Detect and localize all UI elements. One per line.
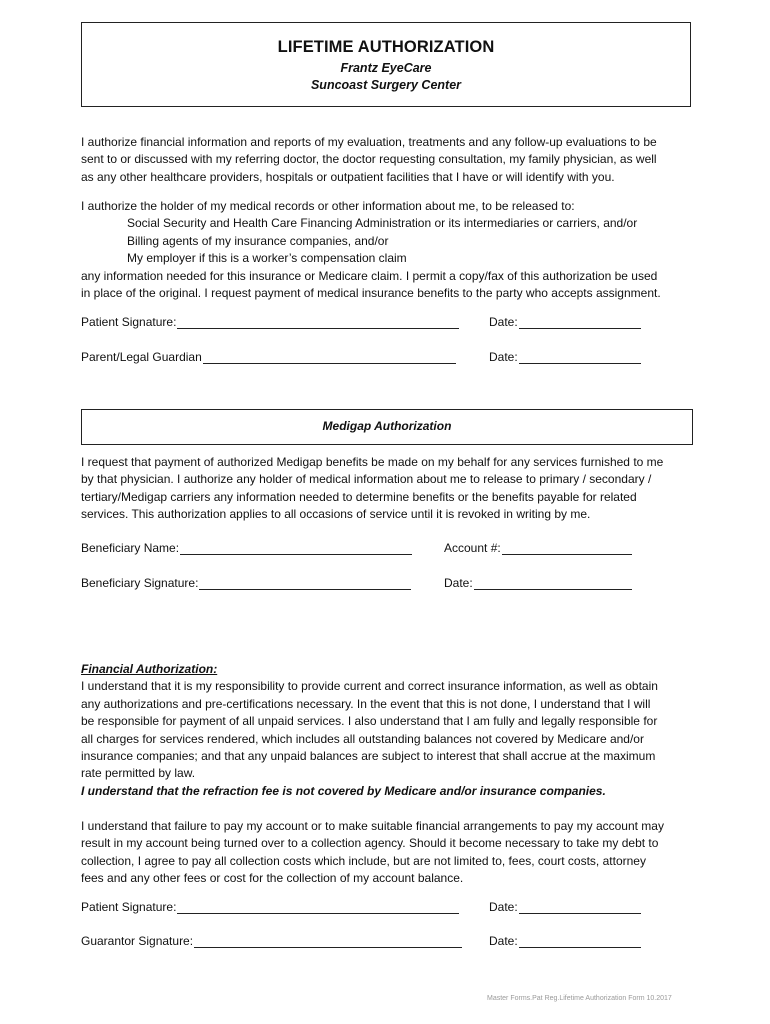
text-line: rate permitted by law. xyxy=(81,766,196,781)
financial-patient-date-field[interactable] xyxy=(489,900,641,914)
release-item: Social Security and Health Care Financing Administration or its intermediaries or carriers, and/or xyxy=(127,216,638,231)
field-label: Parent/Legal Guardian xyxy=(81,350,202,364)
guarantor-signature-field[interactable] xyxy=(81,934,462,948)
form-footer: Master Forms.Pat Reg.Lifetime Authorization Form 10.2017 xyxy=(487,995,672,1002)
release-authorization-paragraph xyxy=(81,134,711,186)
field-label: Beneficiary Signature: xyxy=(81,576,199,590)
text-line: I understand that failure to pay my account or to make suitable financial arrangements to pay my account may xyxy=(81,819,664,833)
account-number-field[interactable] xyxy=(444,541,632,555)
text-line: in place of the original. I request payment of medical insurance benefits to the party who accepts assignment. xyxy=(81,286,661,301)
refraction-fee-notice: I understand that the refraction fee is not covered by Medicare and/or insurance companies. xyxy=(81,783,606,798)
text-line: as any other healthcare providers, hospitals or outpatient facilities that I have or will identify with you. xyxy=(81,169,615,184)
medigap-title: Medigap Authorization xyxy=(322,419,452,433)
text-line: I understand that it is my responsibility to provide current and correct insurance information, as well as obtain xyxy=(81,679,658,694)
patient-signature-field[interactable] xyxy=(81,315,459,329)
text-line: all charges for services rendered, which includes all outstanding balances not covered by Medicare and/or xyxy=(81,731,644,746)
field-label: Guarantor Signature: xyxy=(81,934,194,948)
signature-line[interactable] xyxy=(203,351,456,364)
financial-heading: Financial Authorization: xyxy=(81,662,218,676)
form-title: LIFETIME AUTHORIZATION xyxy=(277,38,495,56)
field-label: Patient Signature: xyxy=(81,315,177,329)
name-line[interactable] xyxy=(180,542,412,555)
date-line[interactable] xyxy=(519,351,641,364)
field-label: Date: xyxy=(444,576,473,590)
collection-paragraph xyxy=(81,818,711,888)
date-line[interactable] xyxy=(519,316,641,329)
text-line: insurance companies; and that any unpaid balances are subject to interest that shall accrue at the maximum xyxy=(81,749,656,764)
text-line: any information needed for this insurance or Medicare claim. I permit a copy/fax of this authorization be used xyxy=(81,268,658,283)
financial-authorization-section xyxy=(81,661,711,800)
practice-name: Frantz EyeCare xyxy=(340,61,432,75)
guardian-signature-field[interactable] xyxy=(81,350,456,364)
guardian-date-field[interactable] xyxy=(489,350,641,364)
field-label: Date: xyxy=(489,315,518,329)
release-item: My employer if this is a worker’s compensation claim xyxy=(127,251,407,266)
field-label: Date: xyxy=(489,934,518,948)
text-line: I request that payment of authorized Medigap benefits be made on my behalf for any services furnished to me xyxy=(81,455,664,469)
patient-date-field[interactable] xyxy=(489,315,641,329)
text-line: services. This authorization applies to all occasions of service until it is revoked in writing by me. xyxy=(81,507,591,522)
medigap-paragraph xyxy=(81,454,711,524)
guarantor-date-field[interactable] xyxy=(489,934,641,948)
signature-line[interactable] xyxy=(194,935,462,948)
text-line: collection, I agree to pay all collection costs which include, but are not limited to, fees, court costs, attorney xyxy=(81,853,646,868)
text-line: I authorize financial information and reports of my evaluation, treatments and any follow-up evaluations to be xyxy=(81,135,657,149)
beneficiary-signature-field[interactable] xyxy=(81,576,411,590)
field-label: Account #: xyxy=(444,541,501,555)
field-label: Beneficiary Name: xyxy=(81,541,180,555)
field-label: Date: xyxy=(489,900,518,914)
text-line: by that physician. I authorize any holder of medical information about me to release to primary / secondary / xyxy=(81,472,652,487)
field-label: Date: xyxy=(489,350,518,364)
text-line: tertiary/Medigap carriers any information needed to determine benefits or the benefits payable for related xyxy=(81,489,637,504)
date-line[interactable] xyxy=(474,577,632,590)
financial-patient-signature-field[interactable] xyxy=(81,900,459,914)
signature-line[interactable] xyxy=(177,901,459,914)
beneficiary-date-field[interactable] xyxy=(444,576,632,590)
release-item: Billing agents of my insurance companies, and/or xyxy=(127,233,389,248)
date-line[interactable] xyxy=(519,935,641,948)
account-line[interactable] xyxy=(502,542,632,555)
text-line: be responsible for payment of all unpaid services. I also understand that I am fully and legally responsible for xyxy=(81,714,658,729)
title-box xyxy=(81,22,691,107)
field-label: Patient Signature: xyxy=(81,900,177,914)
text-line: any authorizations and pre-certifications necessary. In the event that this is not done, I understand that I will xyxy=(81,696,651,711)
date-line[interactable] xyxy=(519,901,641,914)
text-line: result in my account being turned over to a collection agency. Should it become necessary to take my debt to xyxy=(81,836,659,851)
signature-line[interactable] xyxy=(177,316,459,329)
text-line: I authorize the holder of my medical records or other information about me, to be released to: xyxy=(81,199,575,213)
beneficiary-name-field[interactable] xyxy=(81,541,412,555)
signature-line[interactable] xyxy=(199,577,411,590)
text-line: fees and any other fees or cost for the collection of my account balance. xyxy=(81,871,464,886)
medigap-title-box xyxy=(81,409,693,445)
center-name: Suncoast Surgery Center xyxy=(310,78,462,92)
records-release-paragraph xyxy=(81,198,711,302)
text-line: sent to or discussed with my referring doctor, the doctor requesting consultation, my family physician, as well xyxy=(81,152,657,167)
